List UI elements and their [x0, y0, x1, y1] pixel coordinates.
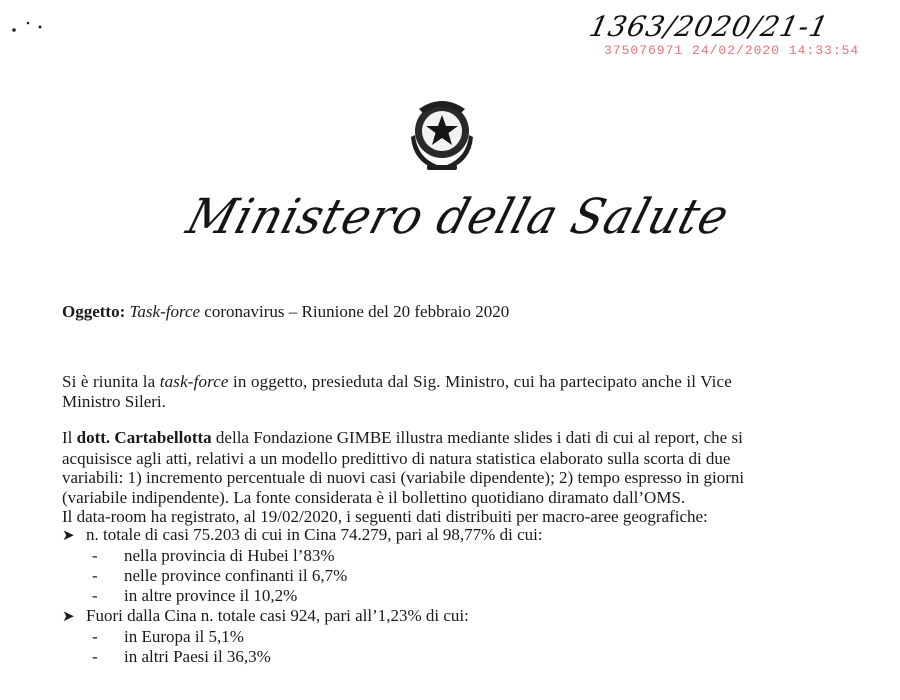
sub-list-text: in altre province il 10,2% — [124, 586, 298, 605]
italian-republic-emblem-icon — [405, 95, 479, 175]
subject-label: Oggetto: — [62, 302, 126, 321]
bullet-text: n. totale di casi 75.203 di cui in Cina 74.279, pari al 98,77% di cui: — [86, 525, 543, 544]
para2-text-a: Il — [62, 428, 77, 447]
sub-list-text: nella provincia di Hubei l’83% — [124, 546, 335, 565]
arrow-bullet-icon: ➤ — [62, 607, 75, 625]
bullet-item — [62, 525, 543, 545]
sub-list-text: nelle province confinanti il 6,7% — [124, 566, 348, 585]
arrow-bullet-icon: ➤ — [62, 526, 75, 544]
para2-bold-name: dott. Cartabellotta — [76, 428, 212, 447]
bullet-text: Fuori dalla Cina n. totale casi 924, pari all’1,23% di cui: — [86, 606, 469, 625]
handwritten-protocol-number: 1363/2020/21-1 — [586, 10, 832, 43]
para2-line1 — [62, 428, 743, 448]
scan-specks — [10, 14, 50, 34]
protocol-stamp: 375076971 24/02/2020 14:33:54 — [604, 43, 860, 58]
sub-list-item: - nelle province confinanti il 6,7% — [92, 566, 348, 585]
para2-line2: acquisisce agli atti, relativi a un modello predittivo di natura statistica elaborato sulla scorta di due — [62, 449, 731, 468]
subject-line — [62, 302, 509, 322]
sub-list-item: - nella provincia di Hubei l’83% — [92, 546, 335, 565]
para1-text-b: in oggetto, presieduta dal Sig. Ministro, cui ha partecipato anche il Vice — [228, 372, 732, 391]
para1-text-a: Si è riunita la — [62, 372, 160, 391]
para1-line1 — [62, 372, 732, 392]
sub-list-item: - in altre province il 10,2% — [92, 586, 298, 605]
para2-line5: Il data-room ha registrato, al 19/02/2020, i seguenti dati distribuiti per macro-aree geografiche: — [62, 507, 708, 526]
subject-text: coronavirus – Riunione del 20 febbraio 2020 — [200, 302, 510, 321]
subject-italic: Task-force — [129, 302, 201, 321]
sub-list-item: - in Europa il 5,1% — [92, 627, 244, 646]
para2-line3: variabili: 1) incremento percentuale di nuovi casi (variabile dipendente); 2) tempo espresso in giorni — [62, 468, 745, 487]
para1-italic: task-force — [159, 372, 229, 391]
para2-line4: (variabile indipendente). La fonte considerata è il bollettino quotidiano diramato dall’OMS. — [62, 488, 686, 507]
para1-line2: Ministro Sileri. — [62, 392, 166, 411]
sub-list-text: in altri Paesi il 36,3% — [124, 647, 271, 666]
sub-list-text: in Europa il 5,1% — [124, 627, 244, 646]
bullet-item — [62, 606, 469, 626]
ministry-header: Ministero della Salute — [180, 188, 736, 245]
sub-list-item: - in altri Paesi il 36,3% — [92, 647, 271, 666]
para2-text-b: della Fondazione GIMBE illustra mediante slides i dati di cui al report, che si — [211, 428, 743, 447]
